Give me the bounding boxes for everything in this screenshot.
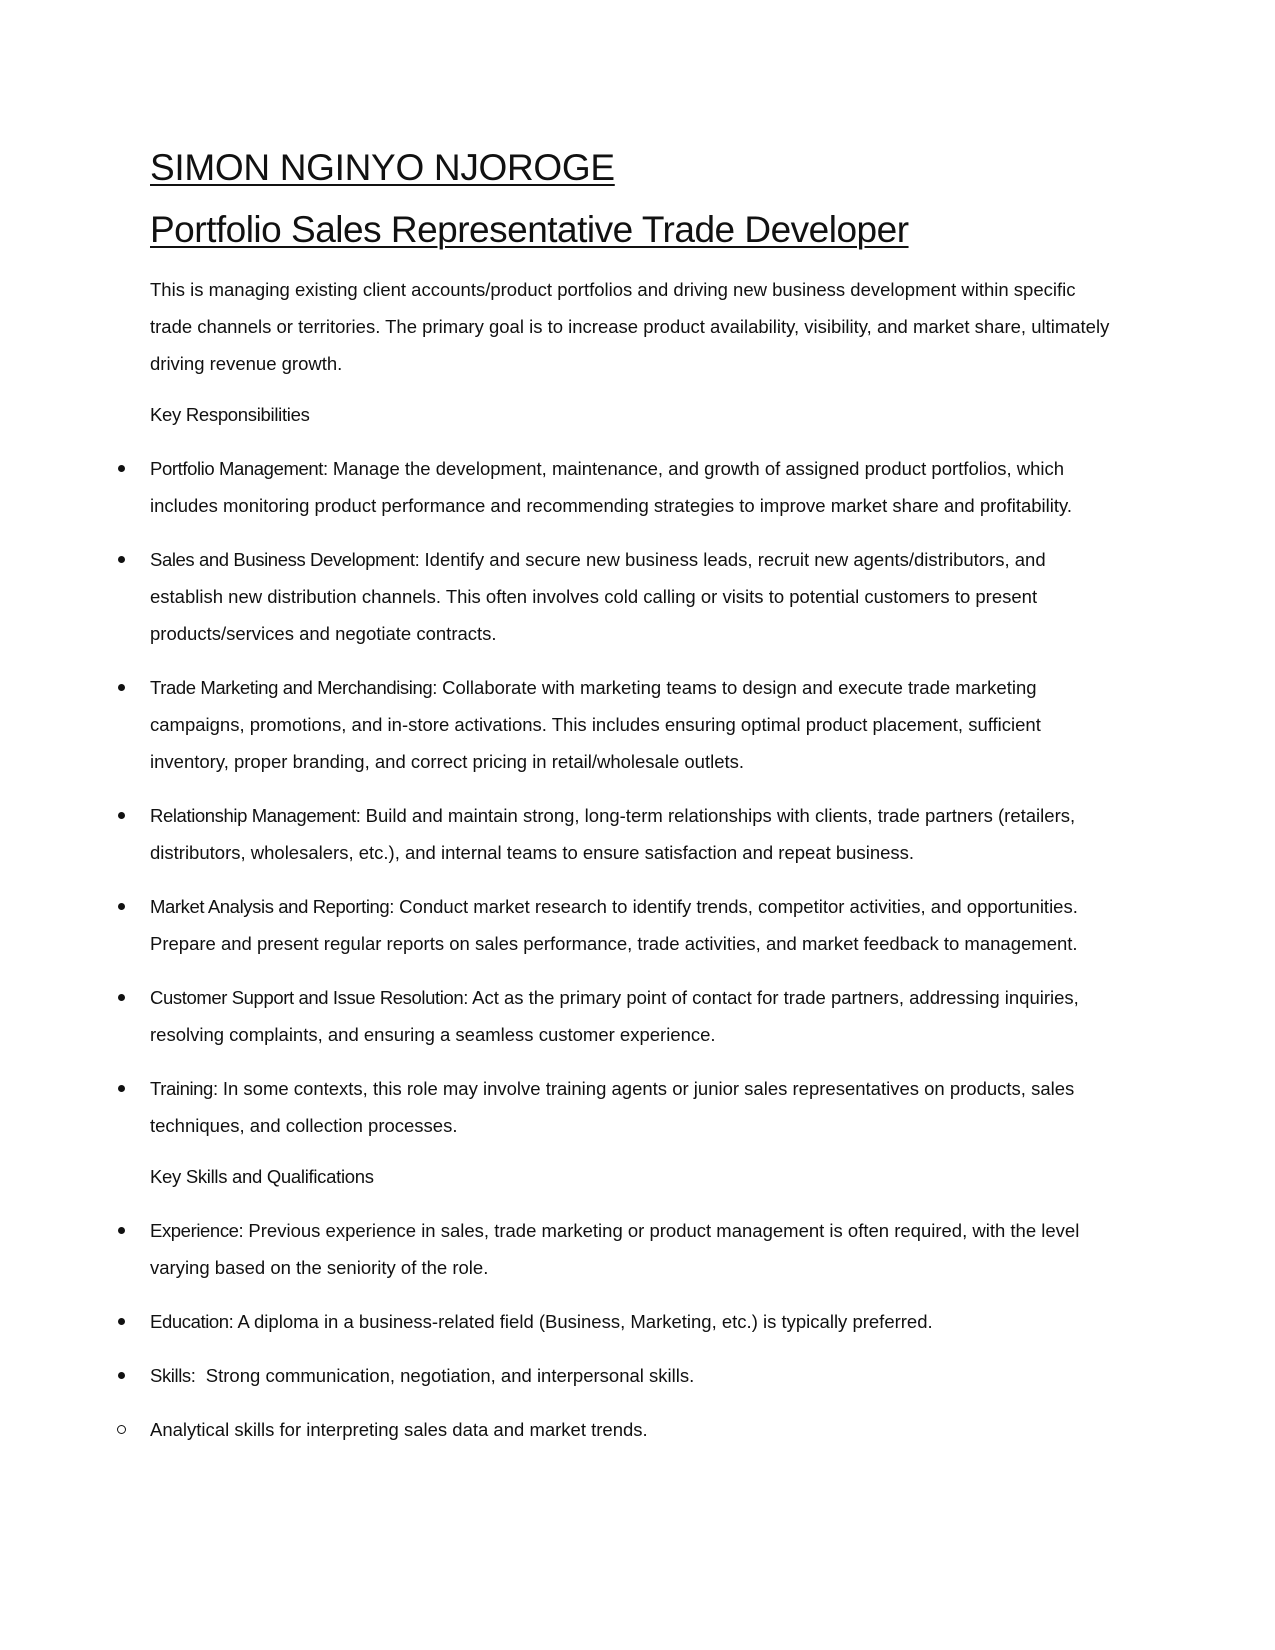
- item-text: Manage the development, maintenance, and growth of assigned product portfolios, which includes monitoring product performance and recommending strategies to improve market share and profitability.: [150, 458, 1073, 516]
- item-term: Portfolio Management:: [150, 458, 328, 479]
- candidate-name: SIMON NGINYO NJOROGE: [150, 147, 615, 188]
- item-term: Customer Support and Issue Resolution:: [150, 987, 468, 1008]
- item-term: Training:: [150, 1078, 218, 1099]
- list-item: [150, 450, 1110, 524]
- item-text: A diploma in a business-related field (Business, Marketing, etc.) is typically preferred.: [233, 1311, 933, 1332]
- qualifications-heading: Key Skills and Qualifications: [150, 1166, 374, 1187]
- list-item: [150, 669, 1110, 780]
- item-text: Conduct market research to identify trends, competitor activities, and opportunities. Prepare and present regular reports on sales performance, trade activities, and market feedback to management.: [150, 896, 1078, 954]
- item-text: Identify and secure new business leads, recruit new agents/distributors, and establish new distribution channels. This often involves cold calling or visits to potential customers to present products/services and negotiate contracts.: [150, 549, 1046, 644]
- item-term: Education:: [150, 1311, 234, 1332]
- document-content: [150, 143, 1110, 1448]
- item-term: Relationship Management:: [150, 805, 361, 826]
- item-term: Trade Marketing and Merchandising:: [150, 677, 438, 698]
- item-text: In some contexts, this role may involve training agents or junior sales representatives on products, sales techniques, and collection processes.: [150, 1078, 1075, 1136]
- responsibilities-list: [150, 450, 1110, 1144]
- item-text: Previous experience in sales, trade marketing or product management is often required, with the level varying based on the seniority of the role.: [150, 1220, 1080, 1278]
- item-term: Skills:: [150, 1365, 196, 1386]
- list-item: [150, 541, 1110, 652]
- item-term: Market Analysis and Reporting:: [150, 896, 395, 917]
- list-item: [150, 1303, 1110, 1340]
- item-text: Strong communication, negotiation, and interpersonal skills.: [195, 1365, 695, 1386]
- list-item: [150, 1070, 1110, 1144]
- item-term: Sales and Business Development:: [150, 549, 420, 570]
- item-term: Experience:: [150, 1220, 244, 1241]
- list-item: [150, 979, 1110, 1053]
- item-text: Analytical skills for interpreting sales data and market trends.: [150, 1419, 648, 1440]
- item-text: Collaborate with marketing teams to design and execute trade marketing campaigns, promotions, and in-store activations. This includes ensuring optimal product placement, sufficient inventory, proper branding, and correct pricing in retail/wholesale outlets.: [150, 677, 1041, 772]
- list-item: [150, 1212, 1110, 1286]
- item-text: Act as the primary point of contact for trade partners, addressing inquiries, resolving complaints, and ensuring a seamless customer experience.: [150, 987, 1079, 1045]
- qualifications-list: [150, 1212, 1110, 1448]
- job-title: Portfolio Sales Representative Trade Developer: [150, 209, 909, 250]
- list-item: [150, 1411, 1110, 1448]
- list-item: [150, 1357, 1110, 1394]
- intro-paragraph: This is managing existing client accounts/product portfolios and driving new business development within specific trade channels or territories. The primary goal is to increase product availability, visibility, and market share, ultimately driving revenue growth.: [150, 279, 1110, 374]
- item-text: Build and maintain strong, long-term relationships with clients, trade partners (retailers, distributors, wholesalers, etc.), and internal teams to ensure satisfaction and repeat business.: [150, 805, 1076, 863]
- list-item: [150, 888, 1110, 962]
- list-item: [150, 797, 1110, 871]
- responsibilities-heading: Key Responsibilities: [150, 404, 310, 425]
